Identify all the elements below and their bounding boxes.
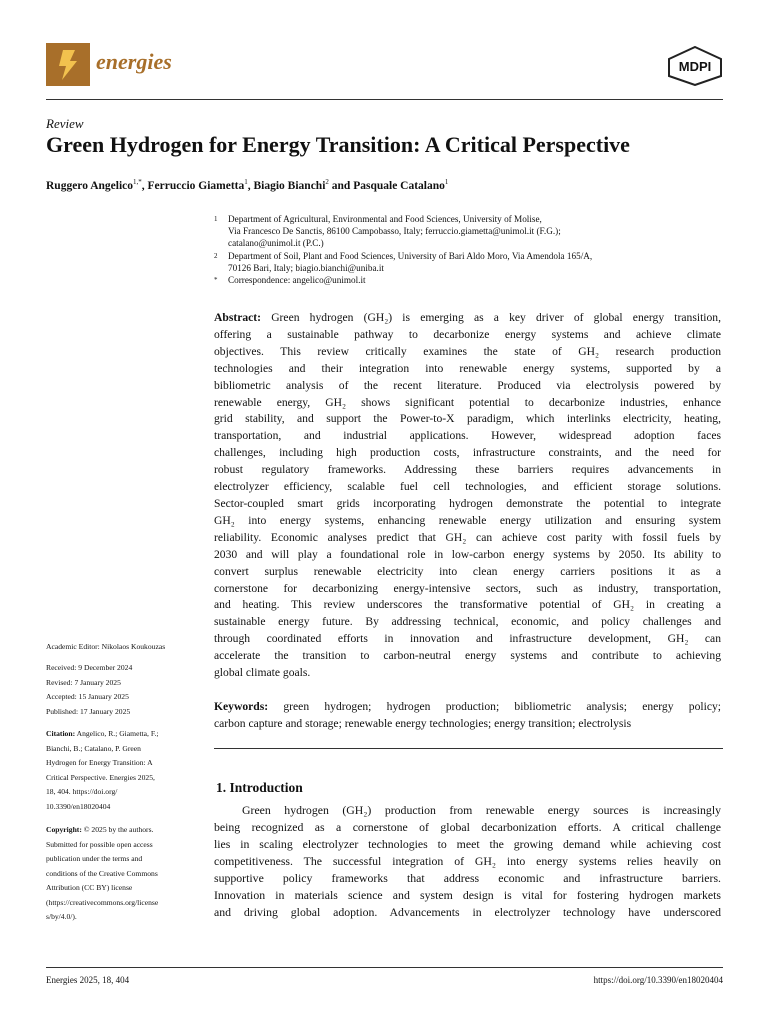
citation-label: Citation:	[46, 729, 76, 738]
publication-dates	[46, 661, 196, 719]
abstract-line-text: technologies and their integration into renewable energy systems, supported by a	[214, 361, 721, 375]
citation-line	[46, 727, 196, 742]
abstract-line-text: cornerstone for decarbonizing energy-intensive sectors, such as industry, transportation,	[214, 581, 721, 595]
author-list	[46, 178, 448, 192]
abstract-line-text: and heating. This review underscores the transformative potential of GH₂ in creating a	[214, 598, 721, 612]
affiliation-line: Department of Soil, Plant and Food Sciences, University of Bari Aldo Moro, Via Amendola 165/A,	[228, 250, 593, 261]
publication-date: Received: 9 December 2024	[46, 663, 133, 672]
abstract-line	[214, 564, 721, 581]
author-separator: and	[328, 179, 354, 192]
abstract-line	[214, 479, 721, 496]
abstract-line-text: renewable energy, GH₂ shows significant potential to decarbonize industries, enhance	[214, 395, 721, 409]
intro-line: Innovation in materials science and system design is vital for fostering hydrogen markets	[214, 888, 721, 902]
affiliation-mark: *	[214, 276, 218, 285]
abstract-line	[214, 631, 721, 648]
abstract-line-text: accelerate the transition to carbon-neutral energy systems and contribute to achieving	[214, 649, 721, 663]
article-type: Review	[46, 116, 84, 131]
citation-line-text: Bianchi, B.; Catalano, P. Green	[46, 743, 141, 753]
lightning-bolt-icon	[46, 43, 90, 86]
abstract-line-text: electrolyzer efficiency, scalable fuel cell technologies, and efficient storage solutions.	[214, 480, 721, 494]
citation-line	[46, 771, 196, 786]
intro-line: lies in scaling electrolyzer technologies to meet the growing demand while achieving cost	[214, 837, 721, 851]
keywords-line-text: carbon capture and storage; renewable energy technologies; energy transition; electrolysis	[214, 716, 632, 730]
abstract-line	[214, 496, 721, 513]
affiliation-text	[228, 213, 714, 250]
affiliation-line: 70126 Bari, Italy; biagio.bianchi@uniba.it	[228, 262, 384, 273]
section-divider	[214, 748, 723, 749]
copyright-line	[46, 867, 196, 882]
abstract-line	[214, 310, 721, 327]
affiliation-mark: 1	[214, 215, 218, 223]
footer-divider	[46, 967, 723, 968]
mdpi-logo	[666, 46, 724, 86]
abstract-line-text: 2030 and will play a foundational role in low-carbon energy systems by 2050. Its ability to	[214, 547, 721, 561]
abstract-line-text: offering a sustainable pathway to decarbonize energy systems and achieve climate	[214, 327, 721, 341]
abstract-line-text: challenges, including high production costs, infrastructure constraints, and the need for	[214, 446, 721, 460]
citation-line-text: 18, 404. https://doi.org/	[46, 787, 118, 796]
affiliation-mark: 2	[214, 251, 218, 260]
footer-citation: Energies 2025, 18, 404	[46, 975, 130, 985]
header-divider	[46, 99, 723, 100]
abstract-line	[214, 378, 721, 395]
citation-line-text: Critical Perspective. Energies 2025,	[46, 772, 155, 782]
abstract-line	[214, 361, 721, 378]
affiliation-item	[214, 250, 714, 274]
keywords-line	[214, 716, 721, 733]
abstract-line-text: global climate goals.	[214, 666, 311, 680]
keywords-line-text: green hydrogen; hydrogen production; bibliometric analysis; energy policy;	[283, 700, 721, 713]
abstract-line	[214, 327, 721, 344]
author-marks: 1,*	[133, 178, 142, 186]
copyright-line	[46, 910, 196, 925]
citation-line	[46, 785, 196, 800]
abstract-line	[214, 648, 721, 665]
keywords-label: Keywords:	[214, 700, 269, 713]
keywords	[214, 699, 721, 733]
abstract-line-text: objectives. This review critically examines the state of GH₂ research production	[214, 344, 721, 358]
abstract	[214, 310, 721, 682]
footer-doi-link[interactable]: https://doi.org/10.3390/en18020404	[593, 975, 723, 985]
affiliation-line: Via Francesco De Sanctis, 86100 Campobasso, Italy; ferruccio.giametta@unimol.it (F.G.);	[228, 226, 561, 237]
abstract-line	[214, 597, 721, 614]
affiliation-item	[214, 274, 714, 286]
abstract-line	[214, 462, 721, 479]
abstract-line	[214, 445, 721, 462]
affiliations	[214, 213, 714, 286]
journal-name: energies	[96, 49, 172, 74]
affiliation-text	[228, 274, 714, 286]
abstract-line-text: GH₂ into energy systems, enhancing renewable energy utilization and ensuring system	[214, 513, 721, 527]
abstract-line	[214, 513, 721, 530]
abstract-label: Abstract:	[214, 311, 262, 324]
citation-line	[46, 800, 196, 815]
abstract-line	[214, 530, 721, 547]
citation-line	[46, 742, 196, 757]
abstract-line	[214, 665, 721, 682]
abstract-line	[214, 411, 721, 428]
publisher-name: MDPI	[678, 59, 712, 74]
publication-date: Published: 17 January 2025	[46, 706, 131, 716]
copyright-line-text: Submitted for possible open access	[46, 839, 153, 849]
author-marks: 1	[244, 178, 248, 186]
article-title: Green Hydrogen for Energy Transition: A Critical Perspective	[46, 132, 630, 157]
copyright-line-text: publication under the terms and	[46, 854, 143, 863]
abstract-line-text: transportation, and industrial applications. However, widespread adoption faces	[214, 429, 721, 443]
citation-line-text: Hydrogen for Energy Transition: A	[46, 758, 153, 767]
affiliation-line: Department of Agricultural, Environmental and Food Sciences, University of Molise,	[228, 214, 542, 224]
citation-line	[46, 756, 196, 771]
intro-line: Green hydrogen (GH₂) production from renewable energy sources is increasingly	[242, 803, 721, 817]
copyright-line	[46, 838, 196, 853]
intro-line: being recognized as a cornerstone of global decarbonization efforts. A critical challenge	[214, 820, 721, 834]
intro-line: competitiveness. The successful integration of GH₂ into energy systems relies heavily on	[214, 854, 721, 868]
author-name: Pasquale Catalano	[353, 179, 445, 192]
abstract-line-text: reliability. Economic analyses predict that GH₂ can achieve cost parity with fossil fuels by	[214, 530, 721, 544]
copyright-block	[46, 823, 196, 925]
abstract-line-text: sustainable energy future. By addressing technical, economic, and policy challenges and	[214, 615, 721, 629]
section-heading: 1. Introduction	[216, 780, 303, 795]
author-separator: ,	[247, 179, 254, 192]
author-name: Ruggero Angelico	[46, 179, 133, 192]
abstract-line-text: Green hydrogen (GH₂) is emerging as a key driver of global energy transition,	[271, 311, 721, 324]
copyright-label: Copyright:	[46, 825, 82, 834]
intro-line: supportive policy frameworks that address economic and infrastructure barriers.	[214, 871, 721, 885]
copyright-line	[46, 896, 196, 911]
abstract-line-text: through coordinated efforts in innovation and infrastructure development, GH₂ can	[214, 632, 721, 646]
journal-logo	[46, 43, 90, 86]
abstract-line	[214, 614, 721, 631]
copyright-line-text: © 2025 by the authors.	[83, 825, 154, 834]
affiliation-line: Correspondence: angelico@unimol.it	[228, 275, 366, 286]
author-marks: 1	[444, 178, 449, 186]
abstract-line	[214, 344, 721, 361]
citation-line-text: 10.3390/en18020404	[46, 801, 111, 811]
copyright-line-text: s/by/4.0/).	[46, 912, 77, 921]
abstract-line-text: robust regulatory frameworks. Addressing these barriers requires advancements in	[214, 463, 721, 477]
citation-block	[46, 727, 196, 814]
academic-editor: Academic Editor: Nikolaos Koukouzas	[46, 642, 166, 651]
keywords-line	[214, 699, 721, 716]
abstract-line	[214, 428, 721, 445]
abstract-line-text: grid stability, and support the Power-to-X paradigm, which interlinks electricity, heating,	[214, 412, 721, 426]
abstract-line-text: convert surplus renewable electricity into clean energy carriers positions it as a	[214, 564, 721, 578]
affiliation-line: catalano@unimol.it (P.C.)	[228, 238, 324, 249]
abstract-line-text: bibliometric analysis of the recent literature. Produced via electrolysis powered by	[214, 378, 721, 392]
abstract-line	[214, 581, 721, 598]
author-separator: ,	[141, 179, 148, 192]
introduction-text	[214, 802, 721, 921]
copyright-line	[46, 852, 196, 867]
abstract-line	[214, 395, 721, 412]
author-name: Ferruccio Giametta	[147, 179, 245, 192]
author-name: Biagio Bianchi	[253, 179, 326, 192]
abstract-line-text: Sector-coupled smart grids incorporating hydrogen demonstrate the potential to integrate	[214, 496, 721, 510]
copyright-line-text: (https://creativecommons.org/license	[46, 897, 159, 907]
copyright-line	[46, 881, 196, 896]
copyright-line-text: Attribution (CC BY) license	[46, 883, 133, 892]
copyright-line-text: conditions of the Creative Commons	[46, 868, 158, 878]
abstract-line	[214, 547, 721, 564]
affiliation-text	[228, 250, 714, 274]
publication-date: Revised: 7 January 2025	[46, 677, 121, 687]
author-marks: 2	[325, 178, 329, 186]
publication-date: Accepted: 15 January 2025	[46, 692, 129, 701]
intro-line: and driving global adoption. Advancements in electrolyzer technology have underscored	[214, 905, 721, 919]
copyright-line	[46, 823, 196, 838]
citation-line-text: Angelico, R.; Giametta, F.;	[76, 729, 159, 738]
affiliation-item	[214, 213, 714, 250]
